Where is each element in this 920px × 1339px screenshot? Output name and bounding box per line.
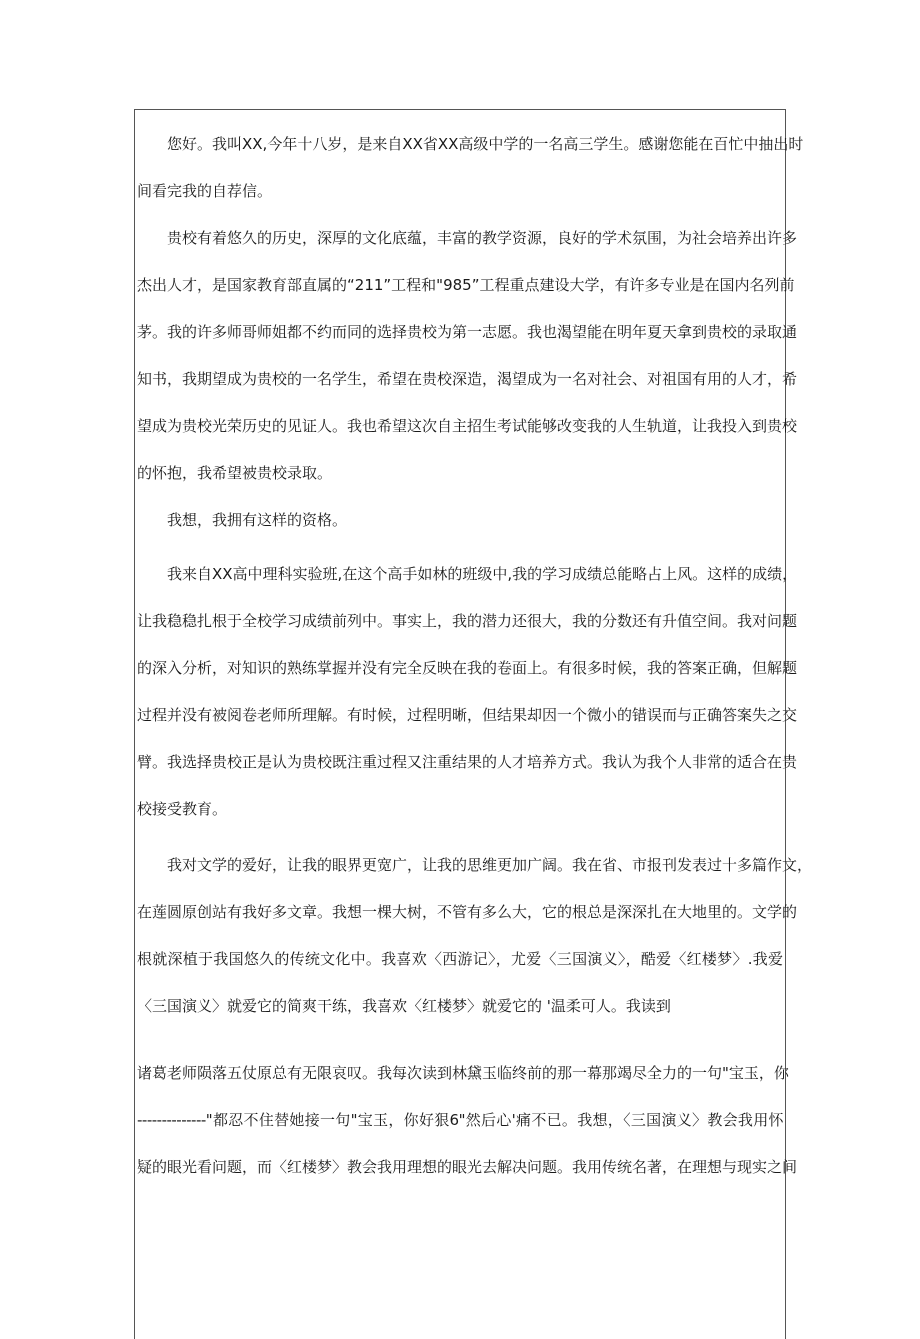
paragraph-line: 在莲圆原创站有我好多文章。我想一棵大树，不管有多么大，它的根总是深深扎在大地里的。文学的: [137, 903, 798, 921]
paragraph-line: 望成为贵校光荣历史的见证人。我也希望这次自主招生考试能够改变我的人生轨道，让我投入到贵校: [137, 417, 798, 435]
paragraph-line: 让我稳稳扎根于全校学习成绩前列中。事实上，我的潜力还很大，我的分数还有升值空间。我对问题: [137, 612, 798, 630]
paragraph-line: 〈三国演义〉就爱它的简爽干练，我喜欢〈红楼梦〉就爱它的 '温柔可人。我读到: [137, 997, 671, 1015]
paragraph-line: 根就深植于我国悠久的传统文化中。我喜欢〈西游记〉，尤爱〈三国演义〉，酷爱〈红楼梦〉.我爱: [137, 950, 783, 968]
paragraph-line: 茅。我的许多师哥师姐都不约而同的选择贵校为第一志愿。我也渴望能在明年夏天拿到贵校的录取通: [137, 323, 798, 341]
paragraph-line: 我想，我拥有这样的资格。: [167, 511, 348, 529]
paragraph-line: 臂。我选择贵校正是认为贵校既注重过程又注重结果的人才培养方式。我认为我个人非常的适合在贵: [137, 753, 798, 771]
paragraph-line: 我对文学的爱好，让我的眼界更宽广，让我的思维更加广阔。我在省、市报刊发表过十多篇作文，: [167, 856, 813, 874]
paragraph-line: 您好。我叫XX,今年十八岁，是来自XX省XX高级中学的一名高三学生。感谢您能在百忙中抽出时: [167, 135, 804, 153]
paragraph-line: 间看完我的自荐信。: [137, 182, 273, 200]
paragraph-line: 过程并没有被阅卷老师所理解。有时候，过程明晰，但结果却因一个微小的错误而与正确答案失之交: [137, 706, 798, 724]
paragraph-line: 知书，我期望成为贵校的一名学生，希望在贵校深造，渴望成为一名对社会、对祖国有用的人才，希: [137, 370, 798, 388]
paragraph-line: 校接受教育。: [137, 800, 228, 818]
paragraph-line: 的深入分析，对知识的熟练掌握并没有完全反映在我的卷面上。有很多时候，我的答案正确，但解题: [137, 659, 798, 677]
paragraph-line: 疑的眼光看问题，而〈红楼梦〉教会我用理想的眼光去解决问题。我用传统名著，在理想与现实之间: [137, 1158, 798, 1176]
paragraph-line: 贵校有着悠久的历史，深厚的文化底蕴，丰富的教学资源，良好的学术氛围，为社会培养出许多: [167, 229, 798, 247]
paragraph-line: 诸葛老师陨落五仗原总有无限哀叹。我每次读到林黛玉临终前的那一幕那竭尽全力的一句"宝玉，你: [137, 1064, 789, 1082]
paragraph-line: 的怀抱，我希望被贵校录取。: [137, 464, 333, 482]
paragraph-line: 我来自XX高中理科实验班,在这个高手如林的班级中,我的学习成绩总能略占上风。这样的成绩，: [167, 565, 798, 583]
paragraph-line: --------------"都忍不住替她接一句"宝玉，你好狠6"然后心'痛不已。我想，〈三国演义〉教会我用怀: [137, 1111, 783, 1129]
paragraph-line: 杰出人才，是国家教育部直属的“211”工程和"985”工程重点建设大学，有许多专业是在国内名列前: [137, 276, 795, 294]
